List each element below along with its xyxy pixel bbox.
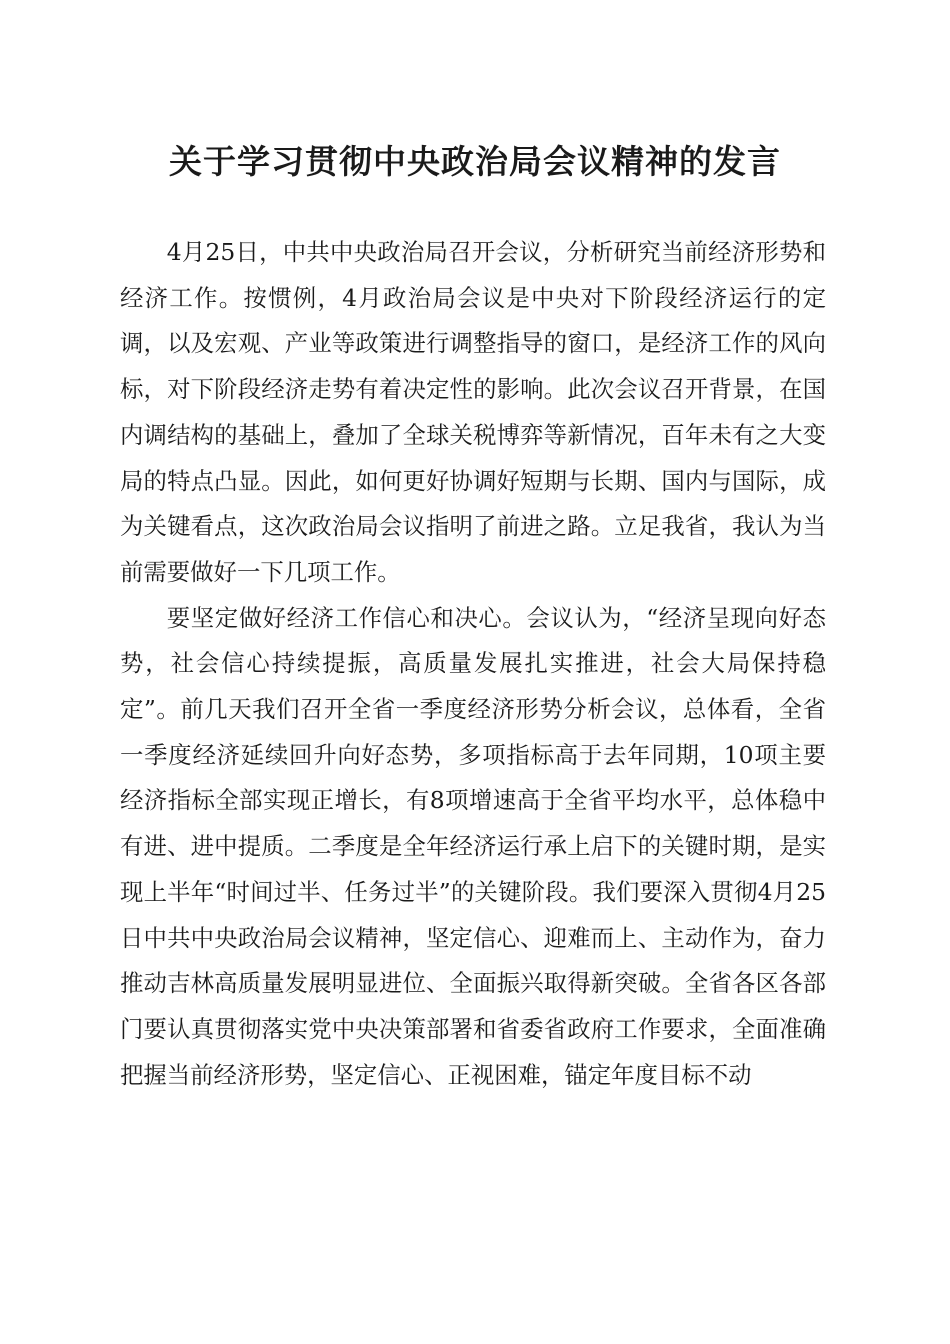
document-body [120, 230, 826, 1098]
paragraph-intro: 4月25日，中共中央政治局召开会议，分析研究当前经济形势和经济工作。按惯例，4月政治局会议是中央对下阶段经济运行的定调，以及宏观、产业等政策进行调整指导的窗口，是经济工作的风向标，对下阶段经济走势有着决定性的影响。此次会议召开背景，在国内调结构的基础上，叠加了全球关税博弈等新情况，百年未有之大变局的特点凸显。因此，如何更好协调好短期与长期、国内与国际，成为关键看点，这次政治局会议指明了前进之路。立足我省，我认为当前需要做好一下几项工作。 [120, 238, 826, 586]
document-title: 关于学习贯彻中央政治局会议精神的发言 [169, 142, 781, 181]
paragraph-confidence: 要坚定做好经济工作信心和决心。会议认为，“经济呈现向好态势，社会信心持续提振，高质量发展扎实推进，社会大局保持稳定”。前几天我们召开全省一季度经济形势分析会议，总体看，全省一季度经济延续回升向好态势，多项指标高于去年同期，10项主要经济指标全部实现正增长，有8项增速高于全省平均水平，总体稳中有进、进中提质。二季度是全年经济运行承上启下的关键时期，是实现上半年“时间过半、任务过半”的关键阶段。我们要深入贯彻4月25日中共中央政治局会议精神，坚定信心、迎难而上、主动作为，奋力推动吉林高质量发展明显进位、全面振兴取得新突破。全省各区各部门要认真贯彻落实党中央决策部署和省委省政府工作要求，全面准确把握当前经济形势，坚定信心、正视困难，锚定年度目标不动 [120, 603, 826, 1089]
